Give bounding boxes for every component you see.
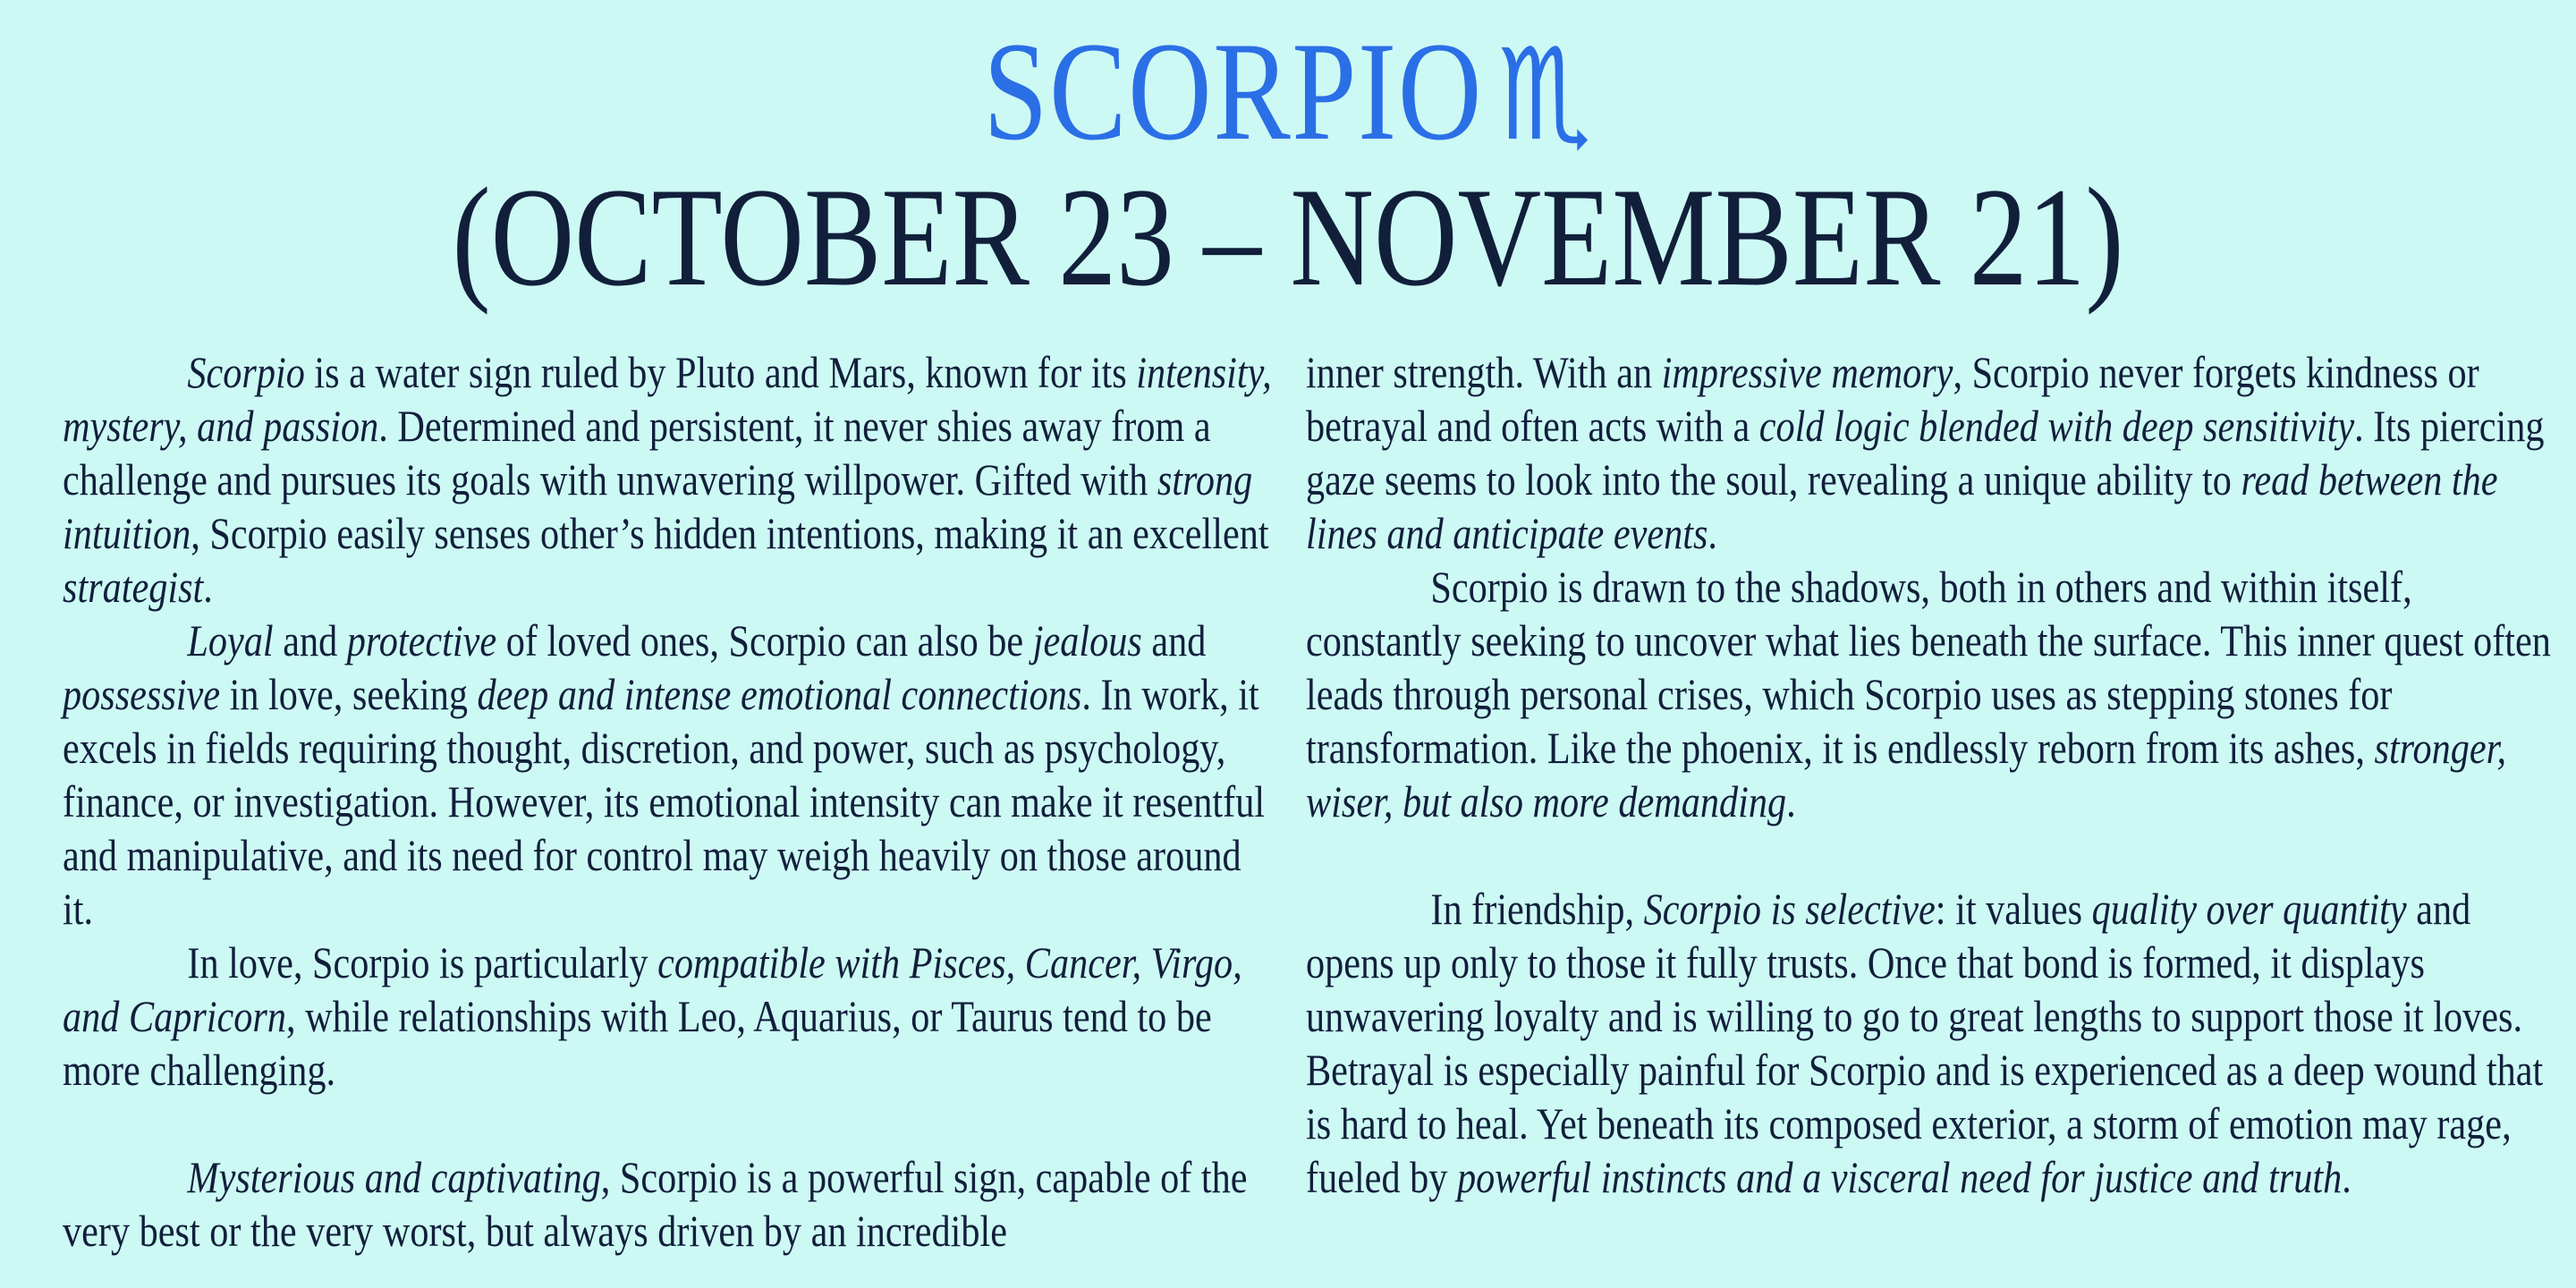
text-segment: in love, seeking	[220, 669, 478, 719]
italic-text-segment: powerful instincts and a visceral need for justice and truth	[1456, 1152, 2343, 1202]
text-segment: , while relationships with Leo, Aquarius, or Taurus tend to be more challenging.	[63, 991, 1212, 1095]
text-column-right	[1306, 345, 2553, 1204]
italic-text-segment: compatible with Pisces, Cancer, Virgo, and Capricorn	[63, 937, 1242, 1041]
text-segment: and opens up only to those it fully trusts. Once that bond is formed, it displays unwavering loyalty and is willing to go to great lengths to support those it loves. Betrayal is especially painful for Scorpio and is experienced as a deep wound that is hard to heal. Yet beneath its composed exterior, a storm of emotion may rage, fueled by	[1306, 884, 2544, 1202]
italic-text-segment: quality over quantity	[2091, 884, 2407, 934]
text-segment: and	[273, 615, 347, 665]
page-title	[232, 13, 2344, 170]
text-segment: : it values	[1935, 884, 2092, 934]
paragraph-friendship	[1306, 882, 2553, 1204]
text-segment: , Scorpio easily senses other’s hidden intentions, making it an excellent	[191, 508, 1269, 558]
text-segment: inner strength. With an	[1306, 347, 1662, 397]
text-segment: Scorpio is drawn to the shadows, both in others and within itself, constantly seeking to uncover what lies beneath the surface. This inner quest often leads through personal crises, which Scorpio uses as stepping stones for transformation. Like the phoenix, it is endlessly reborn from its ashes,	[1306, 562, 2551, 773]
paragraph-love-work	[63, 614, 1272, 936]
italic-text-segment: strong intuition	[63, 454, 1253, 558]
italic-text-segment: stronger, wiser, but also more demanding	[1306, 723, 2507, 826]
scorpio-zodiac-icon: ♏	[1497, 21, 1593, 169]
paragraph-compatibility	[63, 936, 1272, 1097]
italic-text-segment: Scorpio is selective	[1643, 884, 1936, 934]
italic-text-segment: jealous	[1032, 615, 1142, 665]
zodiac-name: SCORPIO	[983, 13, 1484, 170]
text-segment: of loved ones, Scorpio can also be	[496, 615, 1033, 665]
page-header	[232, 13, 2344, 317]
paragraph-shadows	[1306, 560, 2553, 828]
italic-text-segment: deep and intense emotional connections	[477, 669, 1082, 719]
text-column-left	[63, 345, 1272, 1258]
paragraph-mysterious	[63, 1150, 1272, 1258]
text-segment: . In work, it excels in fields requiring thought, discretion, and power, such as psychology, finance, or investigation. However, its emotional intensity can make it resentful and manipulative, and its need for control may weigh heavily on those around it.	[63, 669, 1266, 934]
italic-text-segment: protective	[346, 615, 497, 665]
text-segment: In love, Scorpio is particularly	[187, 937, 658, 987]
text-segment: .	[1786, 776, 1796, 826]
article-body	[63, 345, 2576, 1288]
text-segment: .	[203, 562, 213, 612]
italic-text-segment: intensity, mystery, and passion	[63, 347, 1272, 451]
italic-text-segment: possessive	[63, 669, 221, 719]
italic-text-segment: impressive memory	[1661, 347, 1953, 397]
text-segment: and	[1141, 615, 1207, 665]
text-segment: .	[1707, 508, 1717, 558]
italic-text-segment: Mysterious and captivating	[187, 1152, 601, 1202]
text-segment: . Its piercing gaze seems to look into the soul, revealing a unique ability to	[1306, 401, 2545, 504]
italic-text-segment: cold logic blended with deep sensitivity	[1758, 401, 2355, 451]
italic-text-segment: read between the lines and anticipate events	[1306, 454, 2498, 558]
text-segment: , Scorpio is a powerful sign, capable of the very best or the very worst, but always driven by an incredible	[63, 1152, 1248, 1256]
paragraph-intro	[63, 345, 1272, 614]
text-segment: . Determined and persistent, it never shies away from a challenge and pursues its goals with unwavering willpower. Gifted with	[63, 401, 1211, 504]
italic-text-segment: strategist	[63, 562, 204, 612]
text-segment: In friendship,	[1430, 884, 1644, 934]
italic-text-segment: Scorpio	[187, 347, 305, 397]
text-segment: is a water sign ruled by Pluto and Mars, known for its	[304, 347, 1137, 397]
text-segment: .	[2342, 1152, 2351, 1202]
text-segment: , Scorpio never forgets kindness or betrayal and often acts with a	[1306, 347, 2479, 451]
italic-text-segment: Loyal	[187, 615, 274, 665]
date-range-subtitle: (OCTOBER 23 – NOVEMBER 21)	[452, 159, 2124, 317]
paragraph-inner-strength	[1306, 345, 2553, 560]
